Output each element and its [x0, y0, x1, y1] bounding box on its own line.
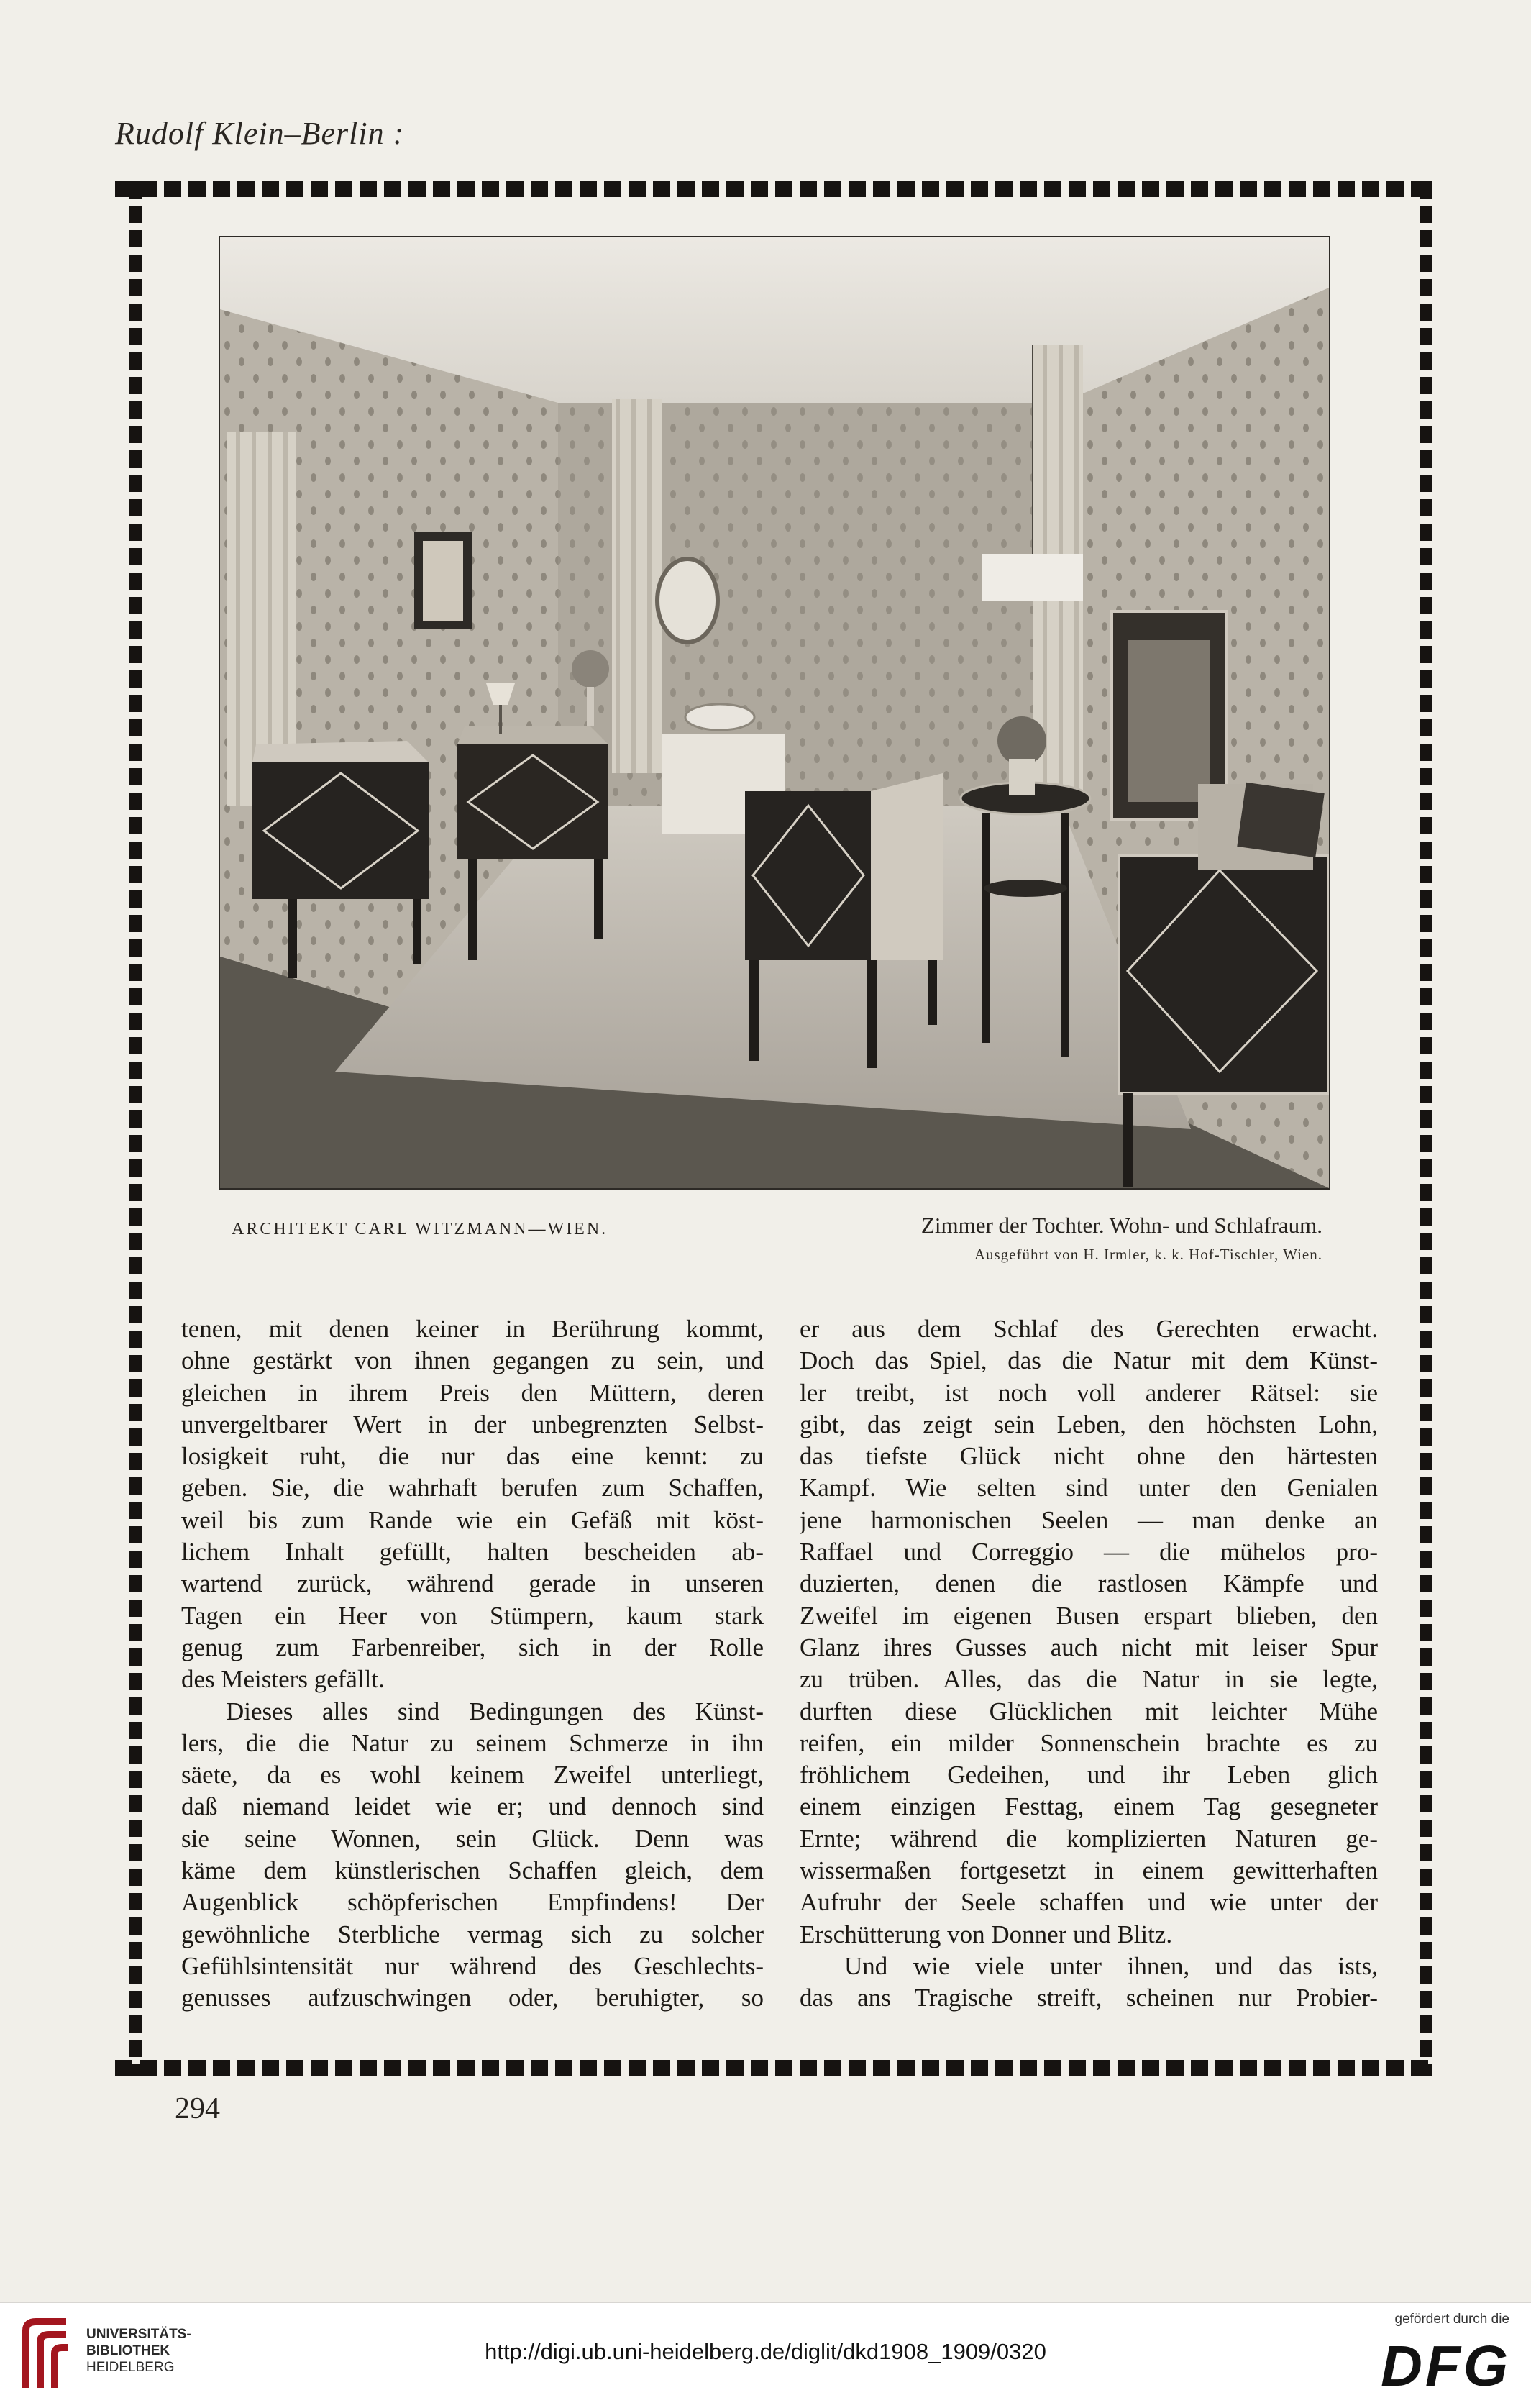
text-line: lers, die die Natur zu seinem Schmerze in ihn: [181, 1728, 764, 1757]
text-line: Zweifel im eigenen Busen erspart blieben, den: [800, 1601, 1378, 1630]
caption-executed-by: Ausgeführt von H. Irmler, k. k. Hof-Tischler, Wien.: [974, 1246, 1322, 1263]
text-line: Erschütterung von Donner und Blitz.: [800, 1920, 1173, 1948]
text-line: zu trüben. Alles, das die Natur in sie legte,: [800, 1665, 1378, 1694]
page-number: 294: [175, 2092, 220, 2125]
text-line: Augenblick schöpferischen Empfindens! Der: [181, 1888, 764, 1917]
text-column-right: [800, 1313, 1378, 2015]
institution-line: HEIDELBERG: [86, 2360, 175, 2375]
permalink-url[interactable]: http://digi.ub.uni-heidelberg.de/diglit/dkd1908_1909/0320: [485, 2339, 1046, 2364]
interior-photograph: [220, 237, 1329, 1188]
text-line: ler treibt, ist noch voll anderer Rätsel: sie: [800, 1378, 1378, 1407]
text-line: geben. Sie, die wahrhaft berufen zum Schaffen,: [181, 1474, 764, 1502]
text-line: einem einzigen Festtag, einem Tag gesegneter: [800, 1792, 1378, 1821]
funded-by-label: gefördert durch die: [1394, 2312, 1509, 2327]
text-line: gleichen in ihrem Preis den Müttern, deren: [181, 1378, 764, 1407]
text-line: Glanz ihres Gusses auch nicht mit leiser Spur: [800, 1633, 1378, 1661]
text-line: gewöhnliche Sterbliche vermag sich zu solcher: [181, 1920, 764, 1948]
text-line: duzierten, denen die rastlosen Kämpfe und: [800, 1569, 1378, 1598]
frame-top-border: [115, 181, 1432, 197]
text-line: tenen, mit denen keiner in Berührung kommt,: [181, 1315, 764, 1343]
text-line: das ans Tragische streift, scheinen nur Probier-: [800, 1984, 1378, 2012]
text-line: jene harmonischen Seelen — man denke an: [800, 1505, 1378, 1534]
digitization-footer: [0, 2302, 1531, 2408]
frame-left-border: [129, 181, 142, 2076]
institution-line: BIBLIOTHEK: [86, 2343, 170, 2358]
text-line: reifen, ein milder Sonnenschein brachte es zu: [800, 1728, 1378, 1757]
frame-bottom-border: [115, 2060, 1432, 2076]
text-line: Raffael und Correggio — die mühelos pro-: [800, 1538, 1378, 1566]
text-line: lichem Inhalt gefüllt, halten bescheiden ab-: [181, 1538, 764, 1566]
text-line: genusses aufzuschwingen oder, beruhigter, so: [181, 1984, 764, 2012]
frame-right-border: [1420, 181, 1432, 2076]
text-line: Ernte; während die komplizierten Naturen ge-: [800, 1824, 1378, 1853]
text-line: Tagen ein Heer von Stümpern, kaum stark: [181, 1601, 764, 1630]
text-line: daß niemand leidet wie er; und dennoch sind: [181, 1792, 764, 1821]
text-line: Gefühlsintensität nur während des Geschlechts-: [181, 1951, 764, 1980]
text-line: Und wie viele unter ihnen, und das ists,: [844, 1951, 1378, 1980]
text-line: er aus dem Schlaf des Gerechten erwacht.: [800, 1315, 1378, 1343]
dfg-logo[interactable]: DFG: [1381, 2334, 1511, 2398]
text-line: gibt, das zeigt sein Leben, den höchsten Lohn,: [800, 1410, 1378, 1438]
text-line: Doch das Spiel, das die Natur mit dem Künst-: [800, 1346, 1378, 1375]
text-line: säete, da es wohl keinem Zweifel unterliegt,: [181, 1761, 764, 1789]
text-line: ohne gestärkt von ihnen gegangen zu sein, und: [181, 1346, 764, 1375]
text-line: wissermaßen fortgesetzt in einem gewitterhaften: [800, 1856, 1378, 1885]
text-line: losigkeit ruht, die nur das eine kennt: zu: [181, 1442, 764, 1471]
text-line: Kampf. Wie selten sind unter den Genialen: [800, 1474, 1378, 1502]
text-line: durften diese Glücklichen mit leichter Mühe: [800, 1697, 1378, 1725]
text-line: fröhlichem Gedeihen, und ihr Leben glich: [800, 1761, 1378, 1789]
text-line: weil bis zum Rande wie ein Gefäß mit köst-: [181, 1505, 764, 1534]
text-line: Aufruhr der Seele schaffen und wie unter der: [800, 1888, 1378, 1917]
text-line: wartend zurück, während gerade in unseren: [181, 1569, 764, 1598]
text-line: käme dem künstlerischen Schaffen gleich, dem: [181, 1856, 764, 1885]
running-head: Rudolf Klein–Berlin :: [115, 116, 405, 151]
text-line: des Meisters gefällt.: [181, 1665, 385, 1694]
caption-title: Zimmer der Tochter. Wohn- und Schlafraum.: [920, 1213, 1322, 1238]
text-column-left: [181, 1313, 764, 2015]
text-line: genug zum Farbenreiber, sich in der Rolle: [181, 1633, 764, 1661]
text-line: das tiefste Glück nicht ohne den härtesten: [800, 1442, 1378, 1471]
text-line: sie seine Wonnen, sein Glück. Denn was: [181, 1824, 764, 1853]
institution-line: UNIVERSITÄTS-: [86, 2327, 191, 2342]
text-line: unvergeltbarer Wert in der unbegrenzten Selbst-: [181, 1410, 764, 1438]
caption-architect: ARCHITEKT CARL WITZMANN—WIEN.: [232, 1220, 608, 1239]
text-line: Dieses alles sind Bedingungen des Künst-: [226, 1697, 764, 1725]
